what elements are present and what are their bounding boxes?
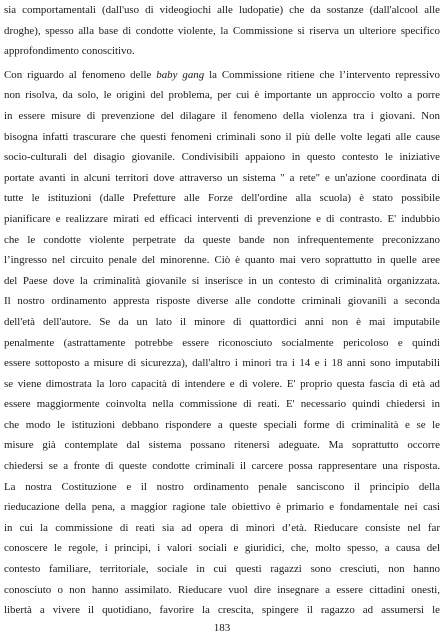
text-line: dell'età dell'autore. Se da un lato il minore di quattordici anni non è mai imputabile bbox=[4, 315, 440, 328]
text-line: droghe), spesso alla base di condotte violente, la Commissione si riserva un ulteriore specifico bbox=[4, 24, 440, 37]
text-line: che modo le istituzioni debbano rispondere a queste speciali forme di criminalità e se le bbox=[4, 418, 440, 431]
text-line: chiedersi se a fronte di queste condotte criminali il carcere possa rappresentare una risposta. bbox=[4, 460, 440, 473]
text-line: sia comportamentali (dall'uso di videogiochi alle ludopatie) che da sostanze (dall'alcool alle bbox=[4, 4, 440, 16]
text-line: Il nostro ordinamento appresta risposte diverse alle condotte criminali giovanili a seconda bbox=[4, 295, 440, 308]
text-line: penalmente (astrattamente potrebbe essere riconosciuto socialmente pericoloso e quindi bbox=[4, 336, 440, 349]
text-line: La nostra Costituzione e il nostro ordinamento penale sanciscono il principio della bbox=[4, 480, 440, 493]
text-line: del Paese dove la criminalità giovanile si inserisce in un contesto di criminalità organizzata. bbox=[4, 274, 440, 287]
text-line: non risolva, da solo, le origini del problema, per cui è importante un approccio volto a porre bbox=[4, 89, 440, 102]
text-line: socio-culturali del disagio giovanile. Condivisibili appaiono in questo contesto le iniziative bbox=[4, 151, 440, 164]
text-line: essere sottoposto a misure di sicurezza), dall'altro i minori tra i 14 e i 18 anni sono imputabili bbox=[4, 357, 440, 370]
text-line: bisogna infatti trascurare che questi fenomeni criminali sono il più delle volte legati alle cause bbox=[4, 130, 440, 143]
text-line: essere maggiormente coinvolta nella commissione di reati. E' necessario quindi chiedersi in bbox=[4, 398, 440, 411]
text-line: misure già contemplate dal sistema possano ritenersi adeguate. Ma soprattutto occorre bbox=[4, 439, 440, 452]
text-line: rieducazione della pena, a maggior ragione tale obiettivo è primario e fondamentale nei casi bbox=[4, 501, 440, 514]
text-line: Con riguardo al fenomeno delle baby gang la Commissione ritiene che l’intervento repressivo bbox=[4, 68, 441, 81]
text-line: in essere misure di prevenzione del dilagare il fenomeno della violenza tra i giovani. Non bbox=[4, 109, 440, 122]
text-line: approfondimento conoscitivo. bbox=[4, 45, 135, 58]
text-line: portate avanti in alcuni territori dove attraverso un sistema " a rete" e un'azione coordinata di bbox=[4, 171, 440, 184]
text-line: se viene dimostrata la loro capacità di intendere e di volere. E' proprio questa fascia di età ad bbox=[4, 377, 440, 390]
page-number: 183 bbox=[213, 622, 231, 634]
text-line: conosciuto o non hanno assimilato. Rieducare vuol dire insegnare a essere cittadini onesti, bbox=[4, 583, 440, 596]
text-line: l’ingresso nel circuito penale del minorenne. Ciò è quanto mai vero soprattutto in quelle aree bbox=[4, 254, 440, 267]
text-line: pianificare e realizzare mirati ed efficaci interventi di prevenzione e di contrasto. E' indubbio bbox=[4, 212, 440, 225]
text-line: conoscere le regole, i principi, i valori sociali e giuridici, che, molto spesso, a causa del bbox=[4, 542, 440, 555]
text-line: tutte le istituzioni (dalle Prefetture alle Forze dell'ordine alla scuola) è stato possibile bbox=[4, 192, 440, 205]
emphasis-text: baby gang bbox=[156, 68, 205, 81]
text-line: che le condotte violente perpetrate da queste bande non infrequentemente preconizzano bbox=[4, 233, 440, 246]
text-line: libertà a vivere il quotidiano, favorire la crescita, spingere il ragazzo ad assumersi le bbox=[4, 604, 440, 617]
text-line: in cui la commissione di reati sia ad opera di minori d’età. Rieducare consiste nel far bbox=[4, 521, 440, 534]
text-line: contesto familiare, territoriale, sociale in cui questi ragazzi sono cresciuti, non hanno bbox=[4, 563, 440, 576]
body-text bbox=[4, 0, 440, 621]
